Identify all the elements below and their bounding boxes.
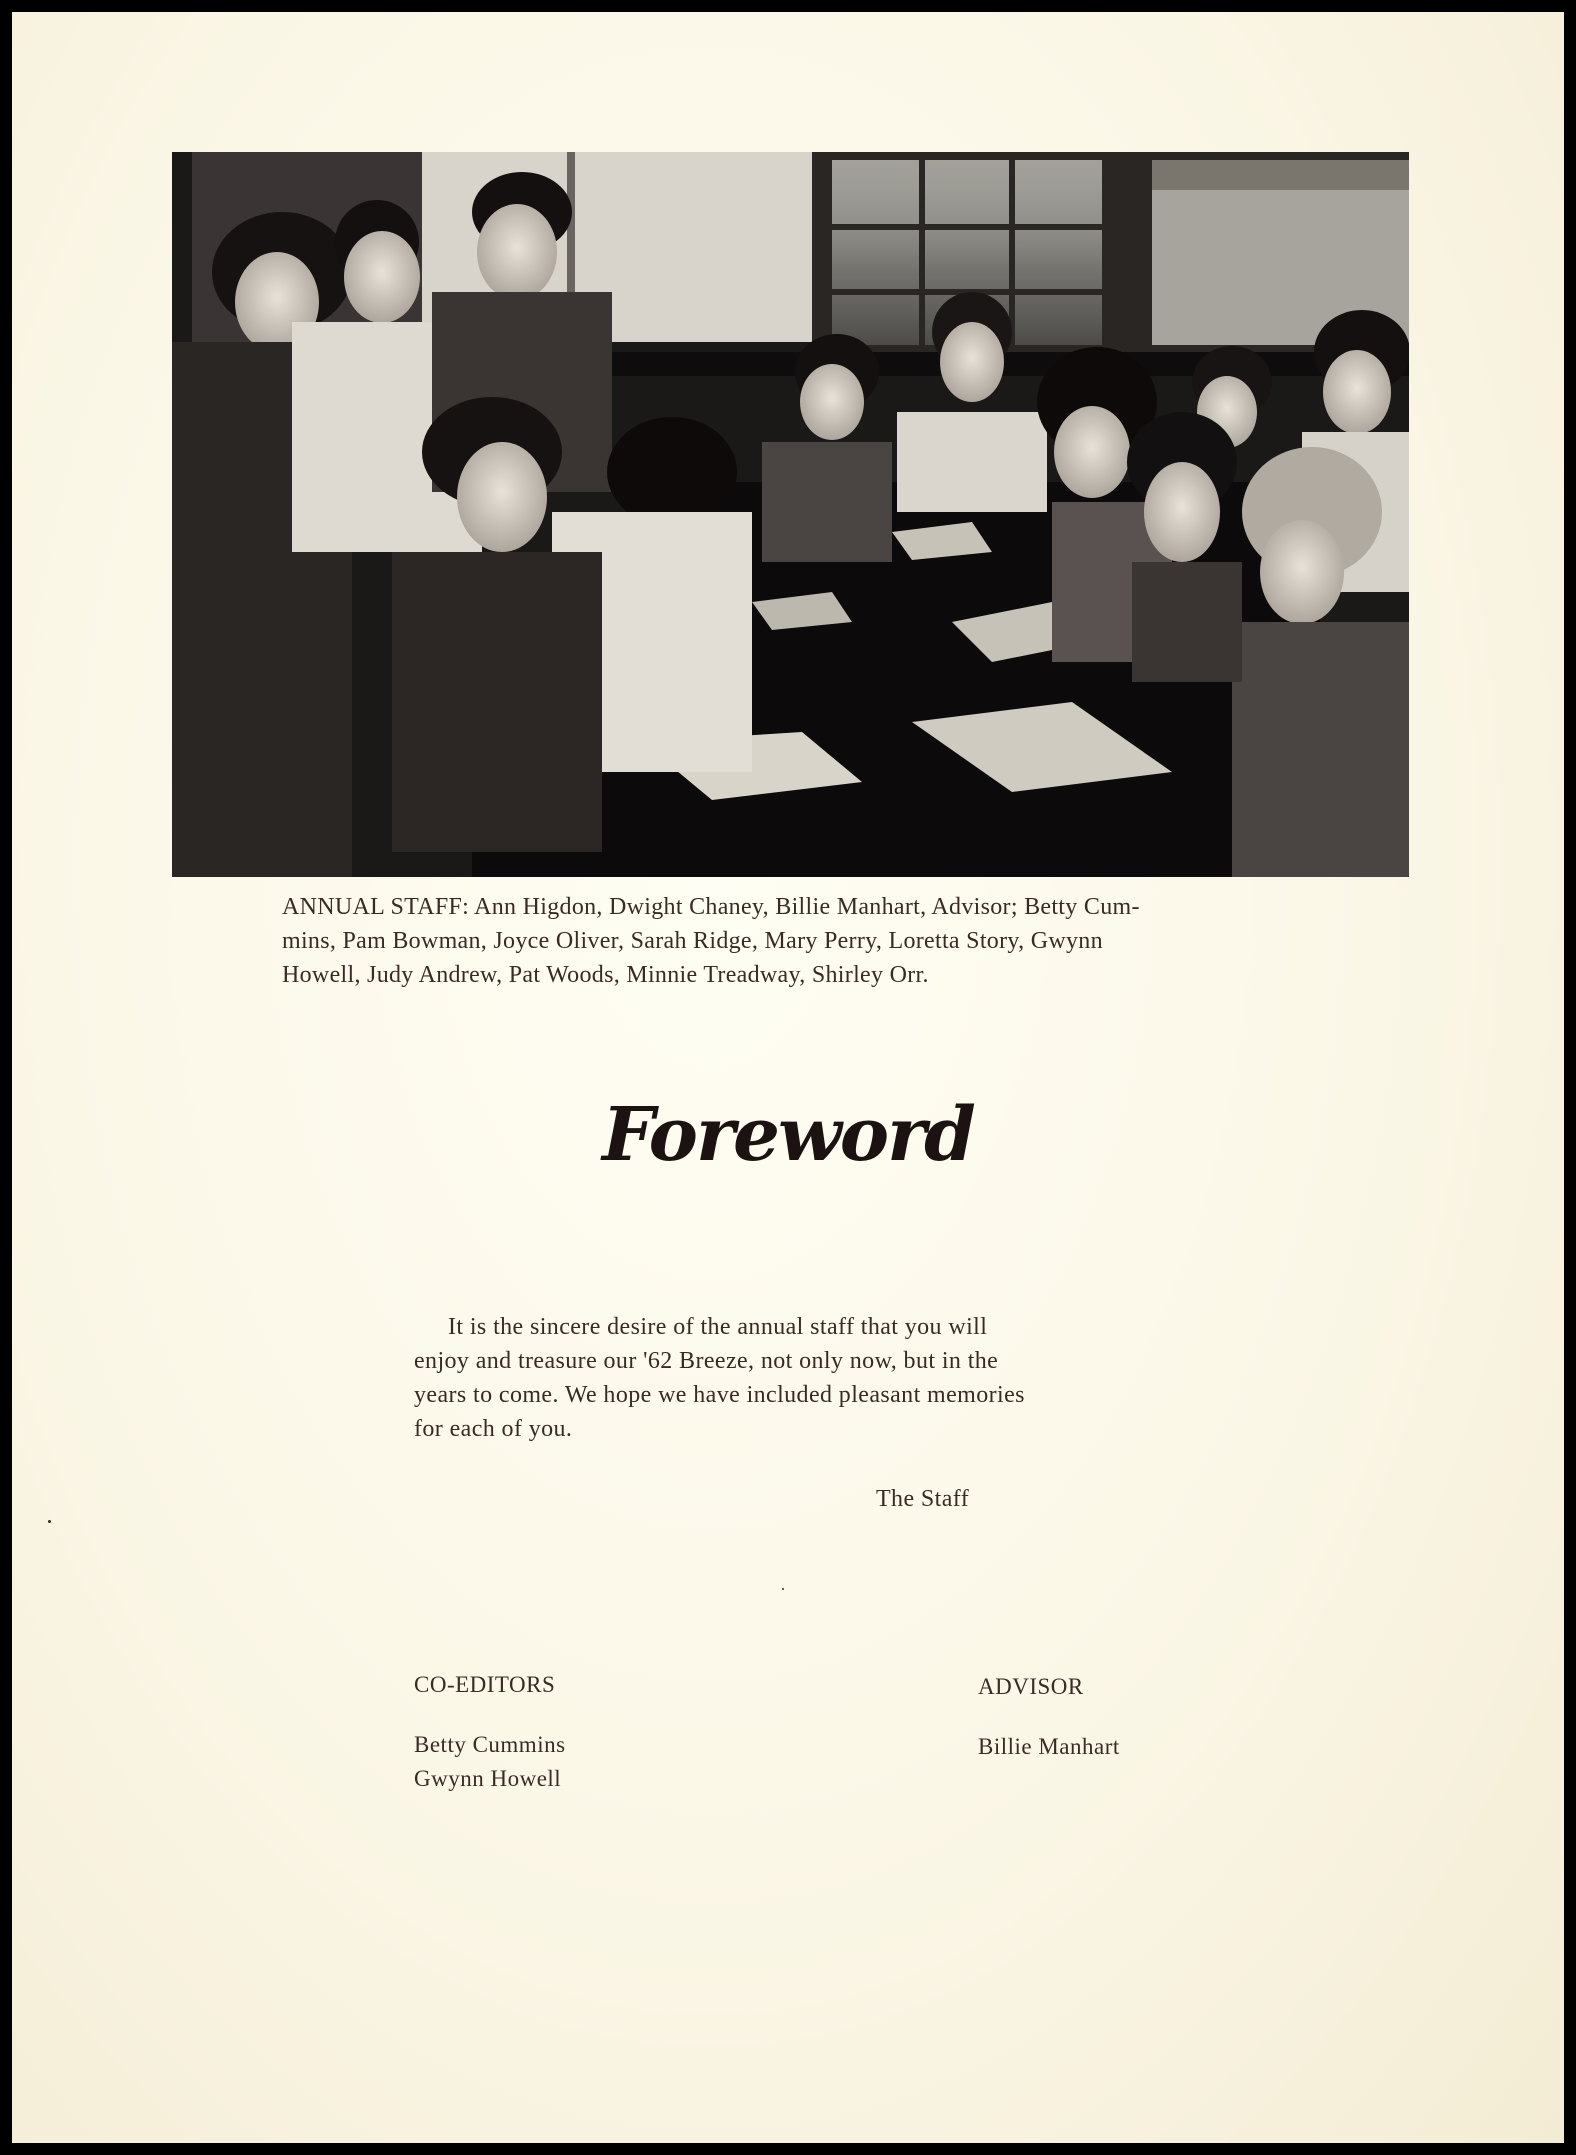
staff-signature: The Staff xyxy=(876,1486,970,1512)
paper-speck xyxy=(782,1588,784,1590)
co-editors-block xyxy=(414,1672,566,1796)
co-editor-name: Betty Cummins xyxy=(414,1732,566,1757)
page-title: Foreword xyxy=(602,1092,974,1178)
staff-photo-image xyxy=(172,152,1409,877)
caption-line: Howell, Judy Andrew, Pat Woods, Minnie Treadway, Shirley Orr. xyxy=(282,962,929,988)
yearbook-page xyxy=(12,12,1564,2143)
paper-speck xyxy=(48,1520,51,1523)
staff-photo xyxy=(172,152,1409,877)
paragraph-line: enjoy and treasure our '62 Breeze, not only now, but in the xyxy=(414,1348,999,1374)
co-editors-title: CO-EDITORS xyxy=(414,1672,556,1697)
paragraph-line: for each of you. xyxy=(414,1416,573,1442)
caption-line: mins, Pam Bowman, Joyce Oliver, Sarah Ridge, Mary Perry, Loretta Story, Gwynn xyxy=(282,928,1103,954)
photo-caption xyxy=(282,890,1292,992)
advisor-title: ADVISOR xyxy=(978,1674,1084,1699)
co-editor-name: Gwynn Howell xyxy=(414,1766,562,1791)
advisor-name: Billie Manhart xyxy=(978,1734,1120,1759)
paragraph-line: It is the sincere desire of the annual staff that you will xyxy=(448,1314,988,1340)
foreword-paragraph xyxy=(414,1310,1152,1446)
caption-line: ANNUAL STAFF: Ann Higdon, Dwight Chaney, Billie Manhart, Advisor; Betty Cum- xyxy=(282,894,1140,920)
paragraph-line: years to come. We hope we have included pleasant memories xyxy=(414,1382,1025,1408)
advisor-block xyxy=(978,1674,1120,1764)
